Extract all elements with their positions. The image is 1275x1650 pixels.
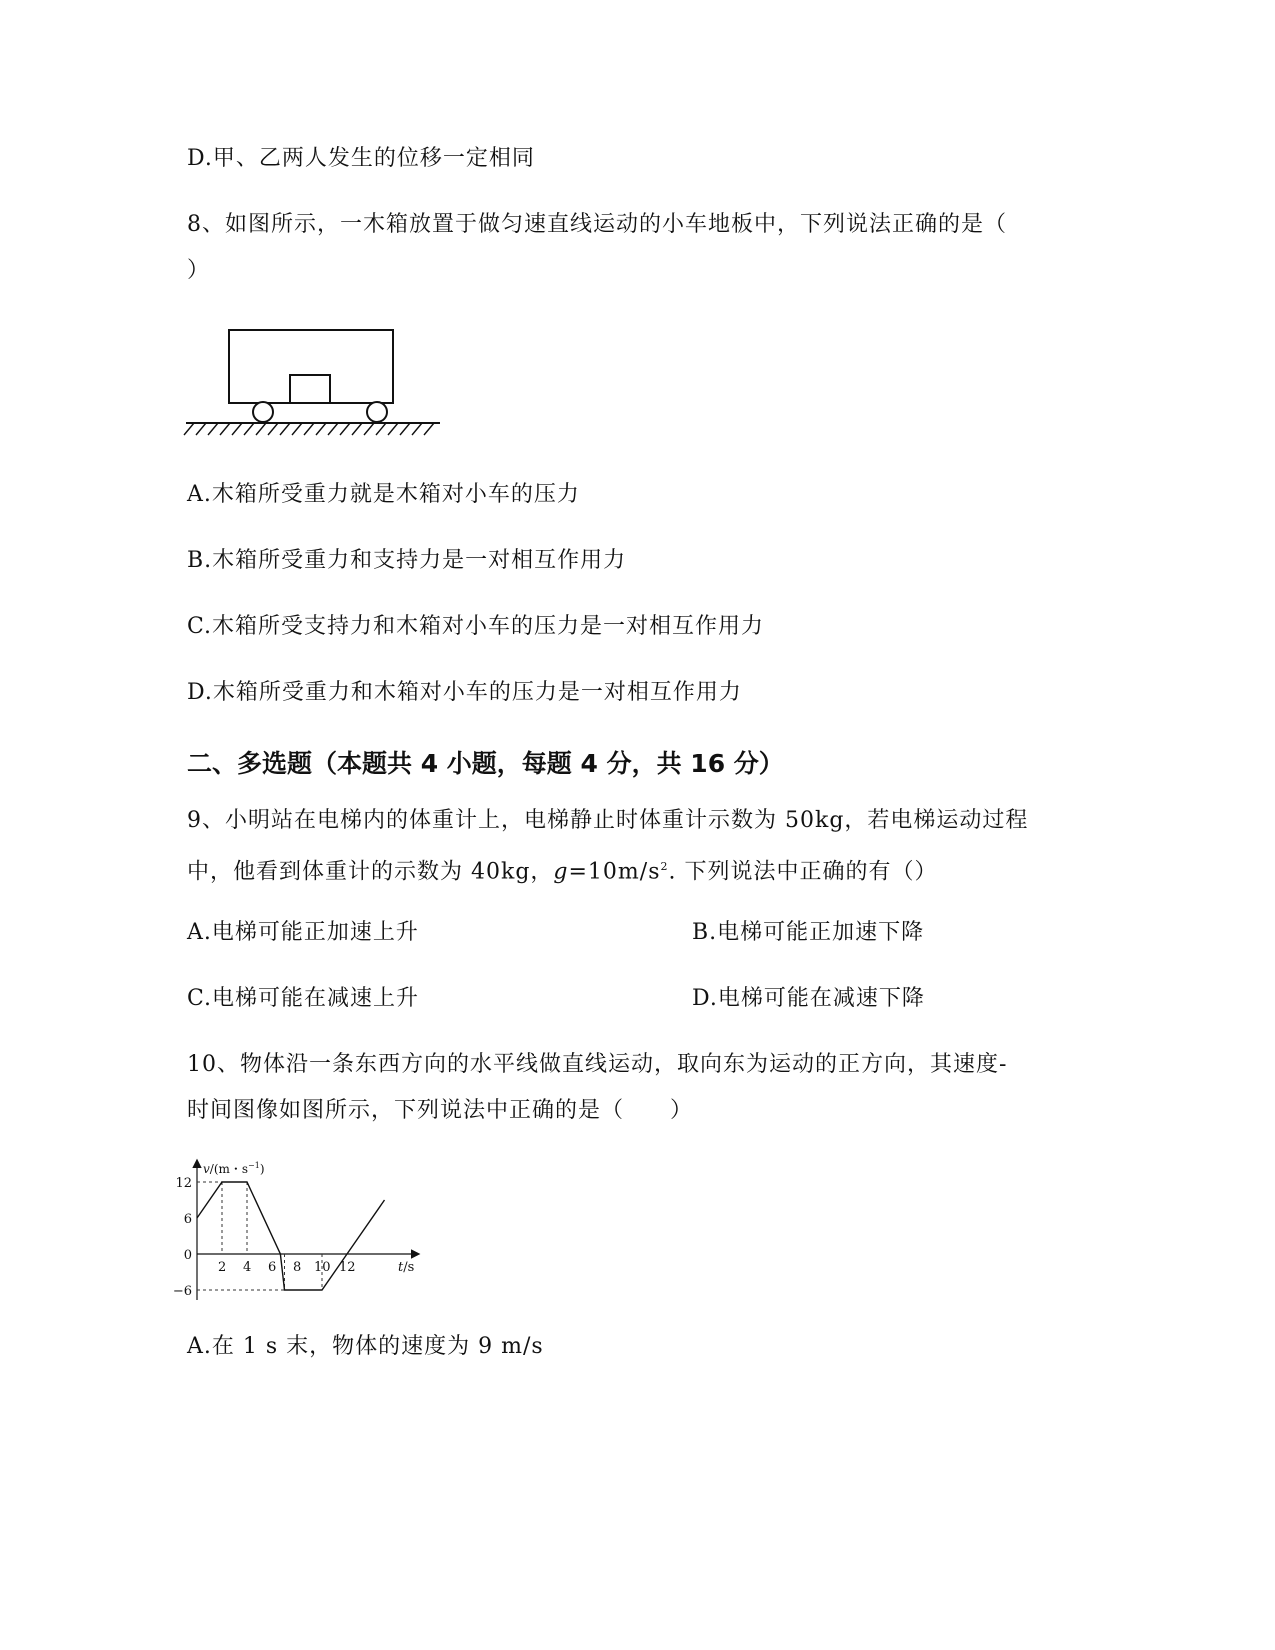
cart-body	[229, 330, 393, 403]
q8-option-c: C.木箱所受支持力和木箱对小车的压力是一对相互作用力	[187, 614, 765, 639]
q8-option-a: A.木箱所受重力就是木箱对小车的压力	[187, 482, 580, 507]
x-tick-label: 2	[218, 1260, 227, 1275]
q8-option-b: B.木箱所受重力和支持力是一对相互作用力	[187, 548, 627, 573]
q10-stem-line2: 时间图像如图所示，下列说法中正确的是（ ）	[187, 1098, 694, 1123]
x-tick-label: 10	[314, 1260, 331, 1275]
g-exponent: 2	[660, 860, 669, 873]
ground-hatching	[184, 423, 434, 435]
q8-stem-line2: ）	[187, 258, 211, 283]
q9-option-a: A.电梯可能正加速上升	[187, 920, 419, 945]
g-symbol: g	[553, 859, 569, 885]
q9-stem-prefix: 中，他看到体重计的示数为 40kg，	[187, 859, 554, 885]
q7-option-d: D.甲、乙两人发生的位移一定相同	[187, 146, 535, 171]
g-value: =10m/s	[568, 859, 661, 885]
q8-option-d: D.木箱所受重力和木箱对小车的压力是一对相互作用力	[187, 680, 742, 705]
y-tick-label: 12	[175, 1176, 192, 1191]
q9-option-b: B.电梯可能正加速下降	[692, 920, 925, 945]
y-tick-label: 6	[183, 1212, 192, 1227]
x-tick-label: 8	[293, 1260, 302, 1275]
y-axis-label: v/(m・$s^{-1}$)	[203, 1161, 265, 1176]
x-tick-label: 4	[243, 1260, 252, 1275]
q10-option-a: A.在 1 s 末，物体的速度为 9 m/s	[187, 1334, 544, 1359]
x-tick-label: 12	[339, 1260, 356, 1275]
cart-wheel-left	[253, 402, 273, 422]
cart-wheel-right	[367, 402, 387, 422]
y-tick-label: −6	[172, 1284, 192, 1299]
cart-figure	[180, 320, 450, 440]
q9-stem-line1: 9、小明站在电梯内的体重计上，电梯静止时体重计示数为 50kg，若电梯运动过程	[187, 808, 1029, 833]
section-2-heading: 二、多选题（本题共 4 小题，每题 4 分，共 16 分）	[187, 749, 784, 778]
wooden-box	[290, 375, 330, 403]
x-tick-label: 6	[268, 1260, 277, 1275]
q9-stem-suffix: . 下列说法中正确的有（）	[668, 859, 938, 885]
q8-stem-line1: 8、如图所示，一木箱放置于做匀速直线运动的小车地板中，下列说法正确的是（	[187, 212, 1007, 237]
q10-stem-line1: 10、物体沿一条东西方向的水平线做直线运动，取向东为运动的正方向，其速度-	[187, 1052, 1008, 1077]
q9-option-d: D.电梯可能在减速下降	[692, 986, 925, 1011]
y-tick-label: 0	[183, 1248, 192, 1263]
x-axis-label: t/s	[398, 1260, 415, 1275]
q9-option-c: C.电梯可能在减速上升	[187, 986, 420, 1011]
velocity-time-chart	[170, 1155, 430, 1305]
q9-stem-line2	[187, 852, 938, 887]
